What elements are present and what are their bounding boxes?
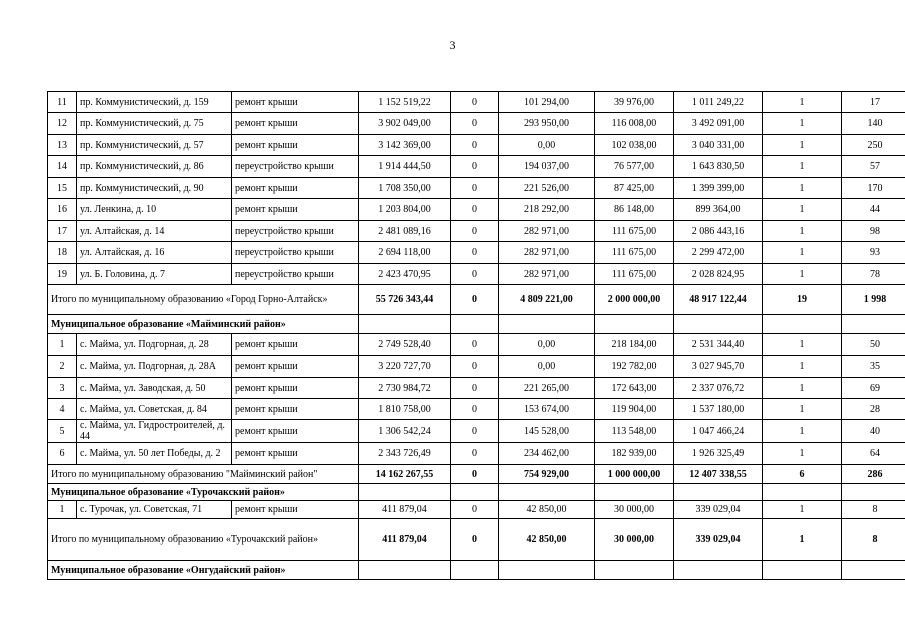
value-cell: 64 <box>842 443 905 465</box>
address-cell: ул. Алтайская, д. 16 <box>77 242 232 264</box>
work-type-cell: ремонт крыши <box>232 334 359 356</box>
value-cell: 0 <box>451 178 499 199</box>
value-cell: 42 850,00 <box>499 501 595 519</box>
municipality-name: Муниципальное образование «Онгудайский район» <box>48 561 359 580</box>
value-cell: 282 971,00 <box>499 242 595 264</box>
empty-cell <box>674 315 763 334</box>
value-cell: 40 <box>842 420 905 443</box>
value-cell: 293 950,00 <box>499 113 595 135</box>
value-cell: 3 027 945,70 <box>674 356 763 378</box>
empty-cell <box>842 484 905 501</box>
value-cell: 0 <box>451 378 499 399</box>
total-cost-cell: 3 142 369,00 <box>359 135 451 156</box>
value-cell: 1 <box>763 92 842 113</box>
work-type-cell: переустройство крыши <box>232 264 359 285</box>
address-cell: с. Майма, ул. Подгорная, д. 28А <box>77 356 232 378</box>
address-cell: пр. Коммунистический, д. 57 <box>77 135 232 156</box>
value-cell: 0 <box>451 113 499 135</box>
value-cell: 87 425,00 <box>595 178 674 199</box>
subtotal-value-cell: 286 <box>842 465 905 484</box>
value-cell: 1 <box>763 356 842 378</box>
row-number-cell: 12 <box>48 113 77 135</box>
total-cost-cell: 3 220 727,70 <box>359 356 451 378</box>
subtotal-value-cell: 19 <box>763 285 842 315</box>
value-cell: 0 <box>451 199 499 221</box>
empty-cell <box>451 561 499 580</box>
total-cost-cell: 1 152 519,22 <box>359 92 451 113</box>
empty-cell <box>842 315 905 334</box>
value-cell: 57 <box>842 156 905 178</box>
subtotal-value-cell: 1 000 000,00 <box>595 465 674 484</box>
value-cell: 1 <box>763 178 842 199</box>
subtotal-label: Итого по муниципальному образованию «Город Горно-Алтайск» <box>48 285 359 315</box>
total-cost-cell: 1 306 542,24 <box>359 420 451 443</box>
value-cell: 1 926 325,49 <box>674 443 763 465</box>
empty-cell <box>499 484 595 501</box>
total-cost-cell: 3 902 049,00 <box>359 113 451 135</box>
address-cell: ул. Ленкина, д. 10 <box>77 199 232 221</box>
address-cell: с. Майма, ул. Гидростроителей, д. 44 <box>77 420 232 443</box>
value-cell: 1 <box>763 420 842 443</box>
work-type-cell: ремонт крыши <box>232 135 359 156</box>
work-type-cell: ремонт крыши <box>232 199 359 221</box>
value-cell: 153 674,00 <box>499 399 595 420</box>
value-cell: 1 <box>763 264 842 285</box>
address-cell: пр. Коммунистический, д. 75 <box>77 113 232 135</box>
work-type-cell: ремонт крыши <box>232 399 359 420</box>
value-cell: 1 537 180,00 <box>674 399 763 420</box>
value-cell: 170 <box>842 178 905 199</box>
value-cell: 221 526,00 <box>499 178 595 199</box>
subtotal-row <box>48 465 905 484</box>
value-cell: 2 337 076,72 <box>674 378 763 399</box>
row-number-cell: 16 <box>48 199 77 221</box>
total-cost-cell: 2 481 089,16 <box>359 221 451 242</box>
value-cell: 28 <box>842 399 905 420</box>
row-number-cell: 11 <box>48 92 77 113</box>
municipality-header-row <box>48 561 905 580</box>
repair-register-table <box>47 91 905 580</box>
value-cell: 1 <box>763 135 842 156</box>
value-cell: 282 971,00 <box>499 221 595 242</box>
value-cell: 0 <box>451 334 499 356</box>
address-cell: пр. Коммунистический, д. 90 <box>77 178 232 199</box>
value-cell: 2 086 443,16 <box>674 221 763 242</box>
address-cell: с. Майма, ул. Заводская, д. 50 <box>77 378 232 399</box>
empty-cell <box>674 484 763 501</box>
value-cell: 113 548,00 <box>595 420 674 443</box>
subtotal-value-cell: 1 998 <box>842 285 905 315</box>
subtotal-value-cell: 4 809 221,00 <box>499 285 595 315</box>
total-cost-cell: 2 343 726,49 <box>359 443 451 465</box>
value-cell: 192 782,00 <box>595 356 674 378</box>
table-row <box>48 356 905 378</box>
total-cost-cell: 1 810 758,00 <box>359 399 451 420</box>
row-number-cell: 15 <box>48 178 77 199</box>
subtotal-row <box>48 519 905 561</box>
work-type-cell: ремонт крыши <box>232 113 359 135</box>
value-cell: 0 <box>451 356 499 378</box>
value-cell: 140 <box>842 113 905 135</box>
value-cell: 17 <box>842 92 905 113</box>
table-row <box>48 420 905 443</box>
subtotal-value-cell: 30 000,00 <box>595 519 674 561</box>
work-type-cell: переустройство крыши <box>232 156 359 178</box>
empty-cell <box>763 315 842 334</box>
empty-cell <box>763 484 842 501</box>
value-cell: 1 <box>763 334 842 356</box>
value-cell: 111 675,00 <box>595 221 674 242</box>
row-number-cell: 14 <box>48 156 77 178</box>
value-cell: 0 <box>451 420 499 443</box>
value-cell: 0,00 <box>499 356 595 378</box>
value-cell: 1 643 830,50 <box>674 156 763 178</box>
page-number: 3 <box>449 38 456 52</box>
address-cell: с. Майма, ул. 50 лет Победы, д. 2 <box>77 443 232 465</box>
value-cell: 69 <box>842 378 905 399</box>
value-cell: 1 <box>763 378 842 399</box>
subtotal-value-cell: 411 879,04 <box>359 519 451 561</box>
value-cell: 1 399 399,00 <box>674 178 763 199</box>
address-cell: пр. Коммунистический, д. 159 <box>77 92 232 113</box>
empty-cell <box>359 315 451 334</box>
value-cell: 93 <box>842 242 905 264</box>
empty-cell <box>763 561 842 580</box>
value-cell: 0 <box>451 399 499 420</box>
subtotal-row <box>48 285 905 315</box>
total-cost-cell: 2 423 470,95 <box>359 264 451 285</box>
value-cell: 0 <box>451 92 499 113</box>
total-cost-cell: 1 203 804,00 <box>359 199 451 221</box>
value-cell: 101 294,00 <box>499 92 595 113</box>
value-cell: 3 040 331,00 <box>674 135 763 156</box>
value-cell: 250 <box>842 135 905 156</box>
value-cell: 899 364,00 <box>674 199 763 221</box>
total-cost-cell: 1 708 350,00 <box>359 178 451 199</box>
address-cell: с. Турочак, ул. Советская, 71 <box>77 501 232 519</box>
total-cost-cell: 411 879,04 <box>359 501 451 519</box>
value-cell: 339 029,04 <box>674 501 763 519</box>
value-cell: 0 <box>451 221 499 242</box>
subtotal-value-cell: 0 <box>451 519 499 561</box>
subtotal-label: Итого по муниципальному образованию "Майминский район" <box>48 465 359 484</box>
value-cell: 221 265,00 <box>499 378 595 399</box>
subtotal-value-cell: 1 <box>763 519 842 561</box>
address-cell: ул. Алтайская, д. 14 <box>77 221 232 242</box>
row-number-cell: 6 <box>48 443 77 465</box>
value-cell: 2 028 824,95 <box>674 264 763 285</box>
value-cell: 2 531 344,40 <box>674 334 763 356</box>
address-cell: ул. Б. Головина, д. 7 <box>77 264 232 285</box>
value-cell: 111 675,00 <box>595 242 674 264</box>
row-number-cell: 18 <box>48 242 77 264</box>
row-number-cell: 4 <box>48 399 77 420</box>
address-cell: пр. Коммунистический, д. 86 <box>77 156 232 178</box>
total-cost-cell: 2 749 528,40 <box>359 334 451 356</box>
work-type-cell: ремонт крыши <box>232 420 359 443</box>
value-cell: 111 675,00 <box>595 264 674 285</box>
table-row <box>48 199 905 221</box>
subtotal-value-cell: 754 929,00 <box>499 465 595 484</box>
row-number-cell: 13 <box>48 135 77 156</box>
table-row <box>48 156 905 178</box>
value-cell: 1 <box>763 113 842 135</box>
value-cell: 76 577,00 <box>595 156 674 178</box>
row-number-cell: 2 <box>48 356 77 378</box>
value-cell: 1 <box>763 443 842 465</box>
municipality-name: Муниципальное образование «Майминский район» <box>48 315 359 334</box>
municipality-name: Муниципальное образование «Турочакский район» <box>48 484 359 501</box>
row-number-cell: 3 <box>48 378 77 399</box>
value-cell: 145 528,00 <box>499 420 595 443</box>
value-cell: 218 292,00 <box>499 199 595 221</box>
subtotal-value-cell: 42 850,00 <box>499 519 595 561</box>
value-cell: 172 643,00 <box>595 378 674 399</box>
table-row <box>48 264 905 285</box>
row-number-cell: 5 <box>48 420 77 443</box>
table-row <box>48 92 905 113</box>
value-cell: 0 <box>451 156 499 178</box>
total-cost-cell: 2 694 118,00 <box>359 242 451 264</box>
row-number-cell: 1 <box>48 501 77 519</box>
work-type-cell: ремонт крыши <box>232 178 359 199</box>
value-cell: 8 <box>842 501 905 519</box>
value-cell: 119 904,00 <box>595 399 674 420</box>
row-number-cell: 1 <box>48 334 77 356</box>
total-cost-cell: 1 914 444,50 <box>359 156 451 178</box>
work-type-cell: ремонт крыши <box>232 356 359 378</box>
value-cell: 234 462,00 <box>499 443 595 465</box>
table-row <box>48 242 905 264</box>
empty-cell <box>359 561 451 580</box>
value-cell: 30 000,00 <box>595 501 674 519</box>
total-cost-cell: 2 730 984,72 <box>359 378 451 399</box>
value-cell: 102 038,00 <box>595 135 674 156</box>
value-cell: 194 037,00 <box>499 156 595 178</box>
subtotal-value-cell: 14 162 267,55 <box>359 465 451 484</box>
value-cell: 0 <box>451 443 499 465</box>
value-cell: 98 <box>842 221 905 242</box>
empty-cell <box>359 484 451 501</box>
table-row <box>48 221 905 242</box>
address-cell: с. Майма, ул. Подгорная, д. 28 <box>77 334 232 356</box>
work-type-cell: ремонт крыши <box>232 501 359 519</box>
value-cell: 39 976,00 <box>595 92 674 113</box>
value-cell: 35 <box>842 356 905 378</box>
table-row <box>48 443 905 465</box>
value-cell: 1 <box>763 242 842 264</box>
empty-cell <box>451 484 499 501</box>
table-row <box>48 378 905 399</box>
value-cell: 1 <box>763 199 842 221</box>
value-cell: 1 <box>763 221 842 242</box>
address-cell: с. Майма, ул. Советская, д. 84 <box>77 399 232 420</box>
value-cell: 50 <box>842 334 905 356</box>
empty-cell <box>674 561 763 580</box>
subtotal-value-cell: 0 <box>451 465 499 484</box>
subtotal-value-cell: 12 407 338,55 <box>674 465 763 484</box>
subtotal-value-cell: 8 <box>842 519 905 561</box>
table-row <box>48 135 905 156</box>
work-type-cell: ремонт крыши <box>232 92 359 113</box>
value-cell: 182 939,00 <box>595 443 674 465</box>
work-type-cell: переустройство крыши <box>232 242 359 264</box>
value-cell: 1 011 249,22 <box>674 92 763 113</box>
table-row <box>48 334 905 356</box>
empty-cell <box>595 561 674 580</box>
subtotal-value-cell: 339 029,04 <box>674 519 763 561</box>
subtotal-value-cell: 48 917 122,44 <box>674 285 763 315</box>
value-cell: 1 <box>763 399 842 420</box>
value-cell: 3 492 091,00 <box>674 113 763 135</box>
value-cell: 218 184,00 <box>595 334 674 356</box>
empty-cell <box>842 561 905 580</box>
municipality-header-row <box>48 315 905 334</box>
value-cell: 1 <box>763 156 842 178</box>
table-row <box>48 501 905 519</box>
value-cell: 0 <box>451 264 499 285</box>
value-cell: 44 <box>842 199 905 221</box>
value-cell: 86 148,00 <box>595 199 674 221</box>
value-cell: 0 <box>451 501 499 519</box>
value-cell: 0,00 <box>499 334 595 356</box>
value-cell: 2 299 472,00 <box>674 242 763 264</box>
empty-cell <box>451 315 499 334</box>
value-cell: 0 <box>451 242 499 264</box>
work-type-cell: ремонт крыши <box>232 378 359 399</box>
work-type-cell: переустройство крыши <box>232 221 359 242</box>
empty-cell <box>499 561 595 580</box>
table-row <box>48 399 905 420</box>
subtotal-value-cell: 6 <box>763 465 842 484</box>
empty-cell <box>499 315 595 334</box>
value-cell: 1 <box>763 501 842 519</box>
value-cell: 282 971,00 <box>499 264 595 285</box>
register-body <box>48 92 905 580</box>
value-cell: 0 <box>451 135 499 156</box>
subtotal-value-cell: 55 726 343,44 <box>359 285 451 315</box>
table-row <box>48 113 905 135</box>
row-number-cell: 17 <box>48 221 77 242</box>
empty-cell <box>595 315 674 334</box>
work-type-cell: ремонт крыши <box>232 443 359 465</box>
municipality-header-row <box>48 484 905 501</box>
empty-cell <box>595 484 674 501</box>
value-cell: 78 <box>842 264 905 285</box>
table-row <box>48 178 905 199</box>
value-cell: 116 008,00 <box>595 113 674 135</box>
value-cell: 1 047 466,24 <box>674 420 763 443</box>
subtotal-value-cell: 0 <box>451 285 499 315</box>
subtotal-value-cell: 2 000 000,00 <box>595 285 674 315</box>
value-cell: 0,00 <box>499 135 595 156</box>
row-number-cell: 19 <box>48 264 77 285</box>
subtotal-label: Итого по муниципальному образованию «Турочакский район» <box>48 519 359 561</box>
